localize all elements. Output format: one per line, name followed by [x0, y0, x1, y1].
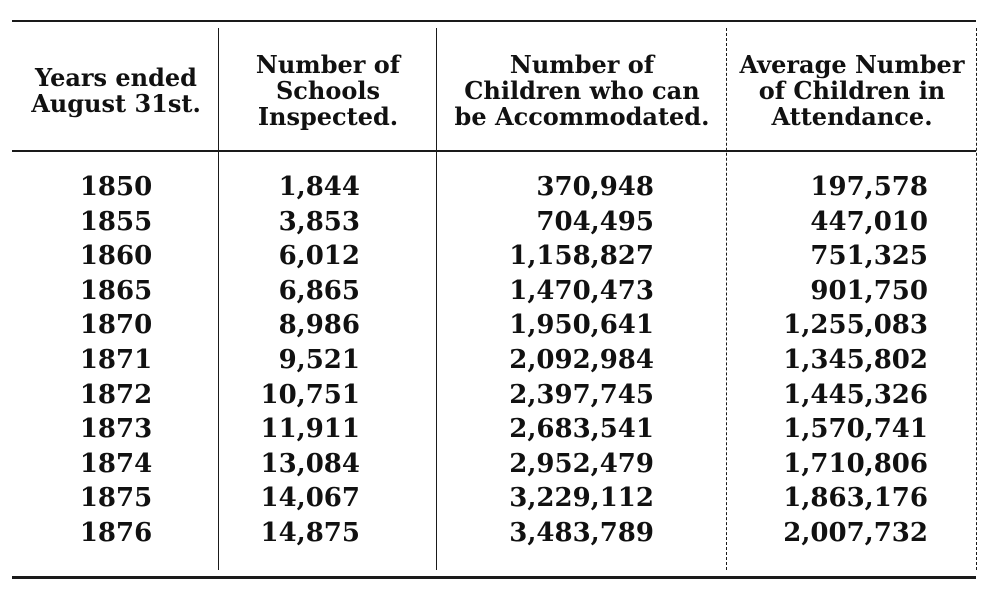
table-row [0, 378, 1000, 413]
table-bottom-rule [12, 576, 976, 579]
table-row [0, 412, 1000, 447]
accommodated-cell: 2,092,984 [509, 344, 654, 375]
attendance-cell: 197,578 [810, 172, 928, 202]
table-row [0, 170, 1000, 205]
schools-cell: 3,853 [278, 206, 360, 237]
year-cell: 1873 [79, 414, 153, 445]
schools-cell: 6,865 [278, 275, 360, 306]
year-cell: 1876 [79, 517, 153, 548]
table-row [0, 205, 1000, 240]
schools-cell: 14,875 [260, 517, 360, 548]
header-years-ended: Years ended August 31st. [31, 63, 201, 118]
attendance-cell: 751,325 [810, 241, 928, 272]
accommodated-cell: 704,495 [536, 206, 654, 237]
accommodated-cell: 370,948 [536, 172, 654, 202]
schools-cell: 9,521 [278, 344, 360, 375]
attendance-cell: 1,570,741 [783, 414, 928, 445]
accommodated-cell: 2,683,541 [509, 414, 654, 445]
header-average-attendance: Average Number of Children in Attendance. [739, 50, 965, 131]
table-row [0, 481, 1000, 516]
attendance-cell: 1,863,176 [783, 483, 928, 514]
table-body [0, 170, 1000, 551]
attendance-cell: 1,445,326 [783, 379, 928, 410]
attendance-cell: 447,010 [810, 206, 928, 237]
year-cell: 1871 [79, 344, 153, 375]
table-row [0, 447, 1000, 482]
year-cell: 1850 [79, 172, 153, 202]
year-cell: 1874 [79, 448, 153, 479]
attendance-cell: 1,255,083 [783, 310, 928, 341]
year-cell: 1872 [79, 379, 153, 410]
year-cell: 1865 [79, 275, 153, 306]
table-row [0, 308, 1000, 343]
schools-cell: 1,844 [278, 172, 360, 202]
table-header-rule [12, 150, 976, 152]
table-row [0, 516, 1000, 551]
accommodated-cell: 3,229,112 [509, 483, 654, 514]
accommodated-cell: 3,483,789 [509, 517, 654, 548]
year-cell: 1860 [79, 241, 153, 272]
schools-cell: 6,012 [278, 241, 360, 272]
schools-cell: 8,986 [278, 310, 360, 341]
table-row [0, 343, 1000, 378]
schools-cell: 14,067 [260, 483, 360, 514]
attendance-cell: 1,345,802 [783, 344, 928, 375]
table-row [0, 274, 1000, 309]
accommodated-cell: 2,952,479 [509, 448, 654, 479]
year-cell: 1875 [79, 483, 153, 514]
schools-cell: 13,084 [260, 448, 360, 479]
table-top-rule [12, 20, 976, 22]
table-row [0, 239, 1000, 274]
accommodated-cell: 1,470,473 [509, 275, 654, 306]
schools-cell: 11,911 [260, 414, 360, 445]
year-cell: 1870 [79, 310, 153, 341]
accommodated-cell: 2,397,745 [509, 379, 654, 410]
attendance-cell: 1,710,806 [783, 448, 928, 479]
header-schools-inspected: Number of Schools Inspected. [255, 50, 401, 131]
attendance-cell: 901,750 [810, 275, 928, 306]
accommodated-cell: 1,158,827 [509, 241, 654, 272]
accommodated-cell: 1,950,641 [509, 310, 654, 341]
header-children-accommodated: Number of Children who can be Accommodated. [454, 50, 710, 131]
schools-cell: 10,751 [260, 379, 360, 410]
year-cell: 1855 [79, 206, 153, 237]
attendance-cell: 2,007,732 [783, 517, 928, 548]
